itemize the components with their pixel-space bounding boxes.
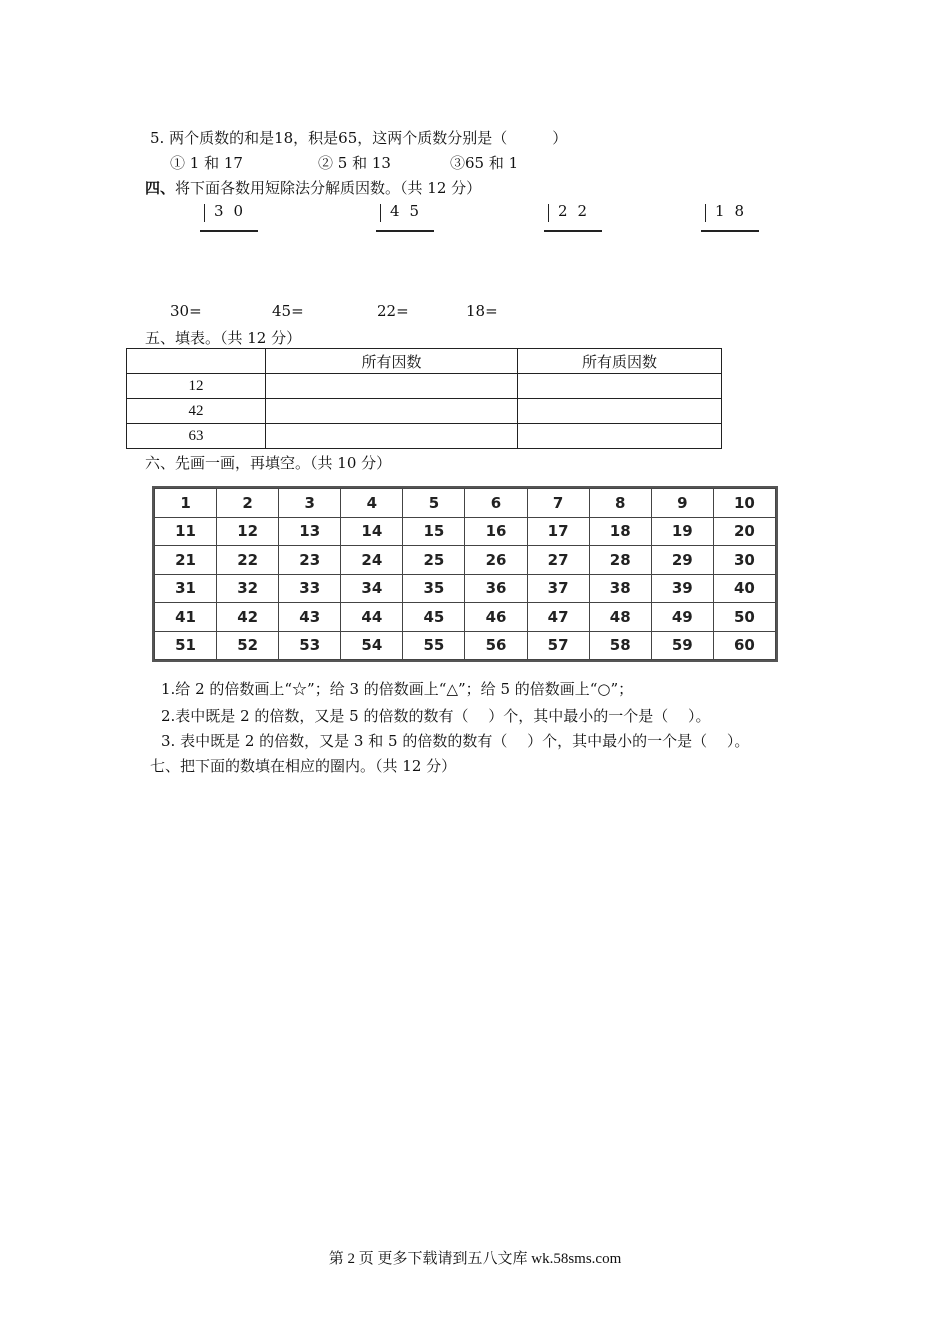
grid-cell[interactable]: 23 — [279, 546, 341, 575]
grid-cell[interactable]: 51 — [155, 631, 217, 660]
grid-cell[interactable]: 6 — [465, 489, 527, 518]
grid-cell[interactable]: 29 — [651, 546, 713, 575]
header-cell: 所有因数 — [266, 349, 518, 374]
grid-cell[interactable]: 19 — [651, 517, 713, 546]
grid-cell[interactable]: 40 — [713, 574, 775, 603]
section-6-q1: 1.给 2 的倍数画上“☆”；给 3 的倍数画上“△”；给 5 的倍数画上“○”； — [161, 680, 634, 698]
grid-cell[interactable]: 37 — [527, 574, 589, 603]
division-bracket — [548, 204, 549, 222]
grid-cell[interactable]: 21 — [155, 546, 217, 575]
table-row — [127, 424, 722, 449]
answer-30: 30= — [170, 302, 202, 320]
grid-cell[interactable]: 4 — [341, 489, 403, 518]
grid-cell[interactable]: 39 — [651, 574, 713, 603]
grid-cell[interactable]: 53 — [279, 631, 341, 660]
grid-cell[interactable]: 49 — [651, 603, 713, 632]
grid-cell[interactable]: 8 — [589, 489, 651, 518]
answer-cell[interactable] — [518, 424, 722, 449]
section-6-q3: 3. 表中既是 2 的倍数，又是 3 和 5 的倍数的数有（ ）个，其中最小的一个是（ ）。 — [161, 732, 750, 750]
grid-cell[interactable]: 11 — [155, 517, 217, 546]
number-grid-table — [154, 488, 776, 660]
grid-cell[interactable]: 44 — [341, 603, 403, 632]
section-6-q2: 2.表中既是 2 的倍数，又是 5 的倍数的数有（ ）个，其中最小的一个是（ ）。 — [161, 707, 711, 725]
short-division-22 — [544, 202, 604, 232]
grid-cell[interactable]: 55 — [403, 631, 465, 660]
grid-cell[interactable]: 60 — [713, 631, 775, 660]
answer-cell[interactable] — [266, 424, 518, 449]
row-number: 63 — [127, 424, 266, 449]
section-4-number: 四、 — [145, 179, 176, 197]
division-bracket — [705, 204, 706, 222]
grid-cell[interactable]: 12 — [217, 517, 279, 546]
grid-cell[interactable]: 58 — [589, 631, 651, 660]
grid-cell[interactable]: 32 — [217, 574, 279, 603]
grid-cell[interactable]: 42 — [217, 603, 279, 632]
header-cell: 所有质因数 — [518, 349, 722, 374]
grid-cell[interactable]: 56 — [465, 631, 527, 660]
answer-22: 22= — [377, 302, 409, 320]
grid-cell[interactable]: 16 — [465, 517, 527, 546]
grid-cell[interactable]: 57 — [527, 631, 589, 660]
grid-cell[interactable]: 22 — [217, 546, 279, 575]
grid-cell[interactable]: 18 — [589, 517, 651, 546]
grid-cell[interactable]: 15 — [403, 517, 465, 546]
short-division-45 — [376, 202, 436, 232]
grid-cell[interactable]: 52 — [217, 631, 279, 660]
grid-cell[interactable]: 41 — [155, 603, 217, 632]
division-line — [200, 230, 258, 232]
grid-row — [155, 517, 776, 546]
division-number: 22 — [558, 202, 598, 220]
grid-cell[interactable]: 50 — [713, 603, 775, 632]
grid-cell[interactable]: 34 — [341, 574, 403, 603]
division-bracket — [204, 204, 205, 222]
grid-cell[interactable]: 35 — [403, 574, 465, 603]
grid-cell[interactable]: 46 — [465, 603, 527, 632]
answer-cell[interactable] — [518, 374, 722, 399]
table-row — [127, 399, 722, 424]
grid-cell[interactable]: 54 — [341, 631, 403, 660]
answer-18: 18= — [466, 302, 498, 320]
answer-45: 45= — [272, 302, 304, 320]
q5-option-3: ③65 和 1 — [450, 154, 519, 172]
section-4-title: 将下面各数用短除法分解质因数。（共 12 分） — [175, 179, 482, 197]
grid-cell[interactable]: 38 — [589, 574, 651, 603]
q5-option-1: ① 1 和 17 — [170, 154, 243, 172]
q5-option-2: ② 5 和 13 — [318, 154, 391, 172]
grid-cell[interactable]: 30 — [713, 546, 775, 575]
grid-cell[interactable]: 7 — [527, 489, 589, 518]
grid-cell[interactable]: 33 — [279, 574, 341, 603]
row-number: 42 — [127, 399, 266, 424]
division-number: 18 — [715, 202, 755, 220]
row-number: 12 — [127, 374, 266, 399]
number-grid — [152, 486, 778, 662]
short-division-18 — [701, 202, 761, 232]
division-number: 45 — [390, 202, 430, 220]
division-bracket — [380, 204, 381, 222]
grid-cell[interactable]: 28 — [589, 546, 651, 575]
factor-table — [126, 348, 722, 449]
grid-row — [155, 631, 776, 660]
section-6-title: 六、先画一画，再填空。（共 10 分） — [145, 454, 392, 472]
grid-row — [155, 546, 776, 575]
grid-cell[interactable]: 48 — [589, 603, 651, 632]
grid-cell[interactable]: 20 — [713, 517, 775, 546]
division-line — [701, 230, 759, 232]
section-4-heading — [145, 177, 481, 198]
q5-question: 5. 两个质数的和是18，积是65，这两个质数分别是（ ） — [150, 129, 568, 147]
grid-cell[interactable]: 31 — [155, 574, 217, 603]
grid-cell[interactable]: 10 — [713, 489, 775, 518]
grid-row — [155, 603, 776, 632]
grid-cell[interactable]: 43 — [279, 603, 341, 632]
grid-cell[interactable]: 5 — [403, 489, 465, 518]
grid-cell[interactable]: 47 — [527, 603, 589, 632]
division-line — [376, 230, 434, 232]
header-cell — [127, 349, 266, 374]
section-7-title: 七、把下面的数填在相应的圈内。（共 12 分） — [150, 757, 457, 775]
grid-cell[interactable]: 27 — [527, 546, 589, 575]
table-row — [127, 374, 722, 399]
grid-cell[interactable]: 25 — [403, 546, 465, 575]
answer-cell[interactable] — [266, 399, 518, 424]
grid-cell[interactable]: 14 — [341, 517, 403, 546]
grid-cell[interactable]: 45 — [403, 603, 465, 632]
section-5-title: 五、填表。（共 12 分） — [145, 329, 302, 347]
grid-cell[interactable]: 26 — [465, 546, 527, 575]
grid-cell[interactable]: 9 — [651, 489, 713, 518]
short-division-30 — [200, 202, 260, 232]
grid-cell[interactable]: 59 — [651, 631, 713, 660]
grid-cell[interactable]: 17 — [527, 517, 589, 546]
division-line — [544, 230, 602, 232]
grid-cell[interactable]: 24 — [341, 546, 403, 575]
grid-row — [155, 489, 776, 518]
table-header-row — [127, 349, 722, 374]
answer-cell[interactable] — [266, 374, 518, 399]
answer-cell[interactable] — [518, 399, 722, 424]
page-footer: 第 2 页 更多下载请到五八文库 wk.58sms.com — [328, 1251, 622, 1267]
grid-cell[interactable]: 1 — [155, 489, 217, 518]
grid-row — [155, 574, 776, 603]
grid-cell[interactable]: 2 — [217, 489, 279, 518]
grid-cell[interactable]: 13 — [279, 517, 341, 546]
grid-cell[interactable]: 3 — [279, 489, 341, 518]
grid-cell[interactable]: 36 — [465, 574, 527, 603]
division-number: 30 — [214, 202, 254, 220]
